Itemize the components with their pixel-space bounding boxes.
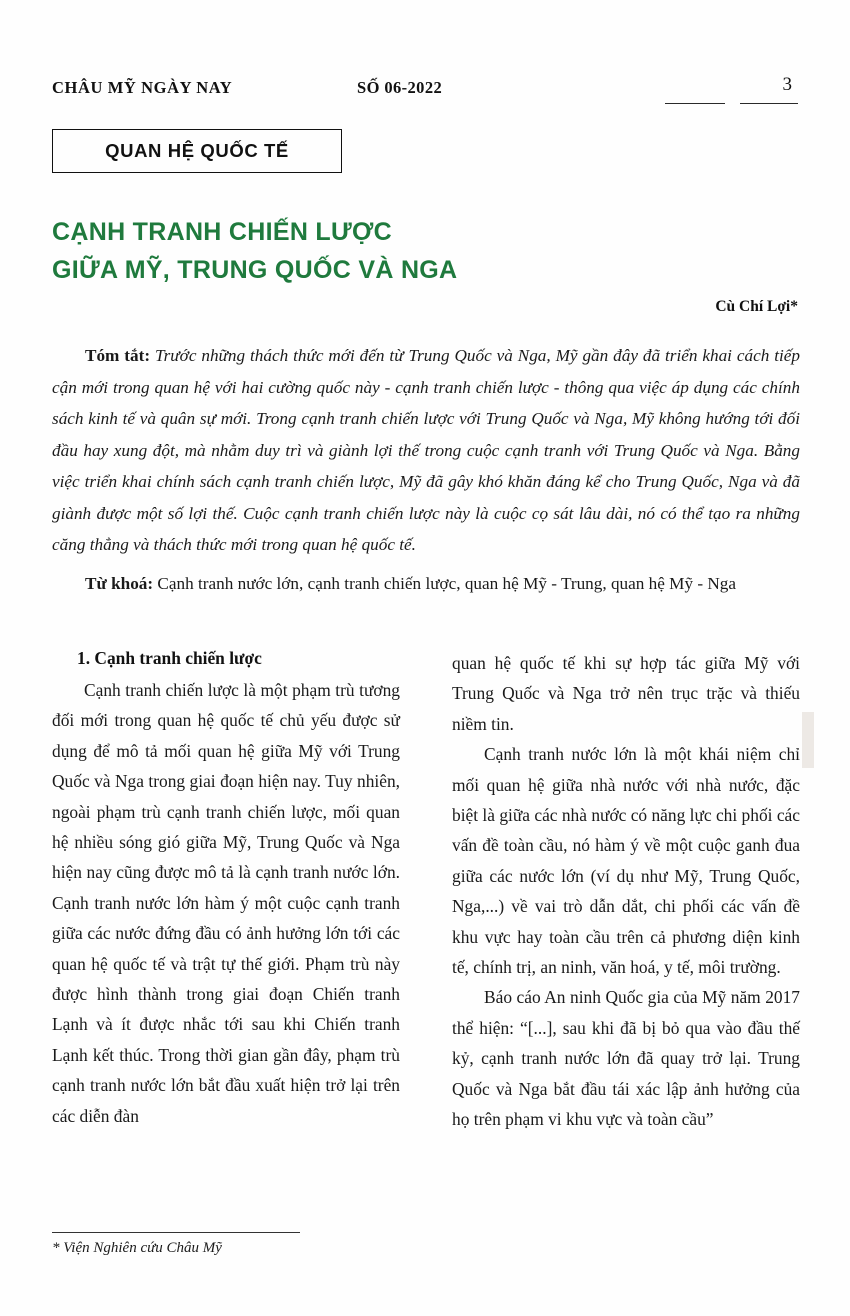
article-title-line-1: CẠNH TRANH CHIẾN LƯỢC [52, 217, 393, 246]
article-title [52, 213, 752, 289]
section-category-box [52, 129, 342, 173]
abstract-text: Trước những thách thức mới đến từ Trung Quốc và Nga, Mỹ gần đây đã triển khai cách tiếp cận mới trong quan hệ với hai cường quốc này - cạnh tranh chiến lược - thông qua việc áp dụng các chính sách kinh tế và quân sự mới. Trong cạnh tranh chiến lược với Trung Quốc và Nga, Mỹ không hướng tới đối đầu hay xung đột, mà nhằm duy trì và giành lợi thế trong cuộc cạnh tranh với Trung Quốc và Nga. Bằng việc triển khai chính sách cạnh tranh chiến lược, Mỹ đã gây khó khăn đáng kể cho Trung Quốc, Nga và đã giành được một số lợi thế. Cuộc cạnh tranh chiến lược này là cuộc cọ sát lâu dài, nó có thể tạo ra những căng thẳng và thách thức mới trong quan hệ quốc tế. [52, 346, 801, 554]
keywords-text: Cạnh tranh nước lớn, cạnh tranh chiến lược, quan hệ Mỹ - Trung, quan hệ Mỹ - Nga [153, 574, 736, 593]
section-category-label: QUAN HỆ QUỐC TẾ [105, 140, 289, 161]
paragraph: Cạnh tranh chiến lược là một phạm trù tương đối mới trong quan hệ quốc tế chủ yếu được sử dụng để mô tả mối quan hệ giữa Mỹ với Trung Quốc và Nga trong giai đoạn hiện nay. Tuy nhiên, ngoài phạm trù cạnh tranh chiến lược, mối quan hệ nhiều sóng gió giữa Mỹ, Trung Quốc và Nga hiện nay cũng được mô tả là cạnh tranh nước lớn. Cạnh tranh nước lớn hàm ý một cuộc cạnh tranh giữa các nước đứng đầu có ảnh hưởng lớn tới các quan hệ quốc tế và trật tự thế giới. Phạm trù này được hình thành trong giai đoạn Chiến tranh Lạnh và ít được nhắc tới sau khi Chiến tranh Lạnh kết thúc. Trong thời gian gần đây, phạm trù cạnh tranh nước lớn bắt đầu xuất hiện trở lại trên các diễn đàn [52, 680, 400, 1126]
paragraph: Báo cáo An ninh Quốc gia của Mỹ năm 2017 thể hiện: “[...], sau khi đã bị bỏ qua vào đầu thế kỷ, cạnh tranh nước lớn đã quay trở lại. Trung Quốc và Nga bắt đầu tái xác lập ảnh hưởng của họ trên phạm vi khu vực và toàn cầu” [452, 987, 800, 1130]
article-title-line-2: GIỮA MỸ, TRUNG QUỐC VÀ NGA [52, 255, 458, 284]
author-name: Cù Chí Lợi* [715, 298, 798, 315]
paragraph: Cạnh tranh nước lớn là một khái niệm chỉ mối quan hệ giữa nhà nước với nhà nước, đặc biệt là giữa các nhà nước có năng lực chi phối các vấn đề toàn cầu, nó hàm ý về một cuộc ganh đua giữa các nước lớn (ví dụ như Mỹ, Trung Quốc, Nga,...) về vai trò dẫn dắt, chi phối các vấn đề khu vực hay toàn cầu trên cả phương diện kinh tế, chính trị, an ninh, văn hoá, y tế, môi trường. [452, 744, 800, 978]
header-rule-left [665, 103, 725, 104]
keywords-label: Từ khoá: [85, 574, 154, 593]
footnote-affiliation: * Viện Nghiên cứu Châu Mỹ [52, 1240, 222, 1256]
keywords [52, 568, 800, 600]
paragraph: quan hệ quốc tế khi sự hợp tác giữa Mỹ với Trung Quốc và Nga trở nên trục trặc và thiếu niềm tin. [452, 653, 800, 734]
issue-number: SỐ 06-2022 [357, 78, 443, 97]
section-heading-1: 1. Cạnh tranh chiến lược [77, 648, 262, 668]
journal-name: CHÂU MỸ NGÀY NAY [52, 78, 233, 97]
column-left [52, 648, 400, 1131]
footnote-separator [52, 1232, 300, 1233]
scan-artifact [802, 712, 814, 768]
header-rule-right [740, 103, 798, 104]
page-number: 3 [782, 74, 792, 95]
column-right [452, 648, 800, 1135]
running-head [52, 74, 798, 104]
abstract-label: Tóm tắt: [85, 346, 151, 365]
body-columns [52, 648, 800, 1208]
abstract [52, 340, 800, 561]
